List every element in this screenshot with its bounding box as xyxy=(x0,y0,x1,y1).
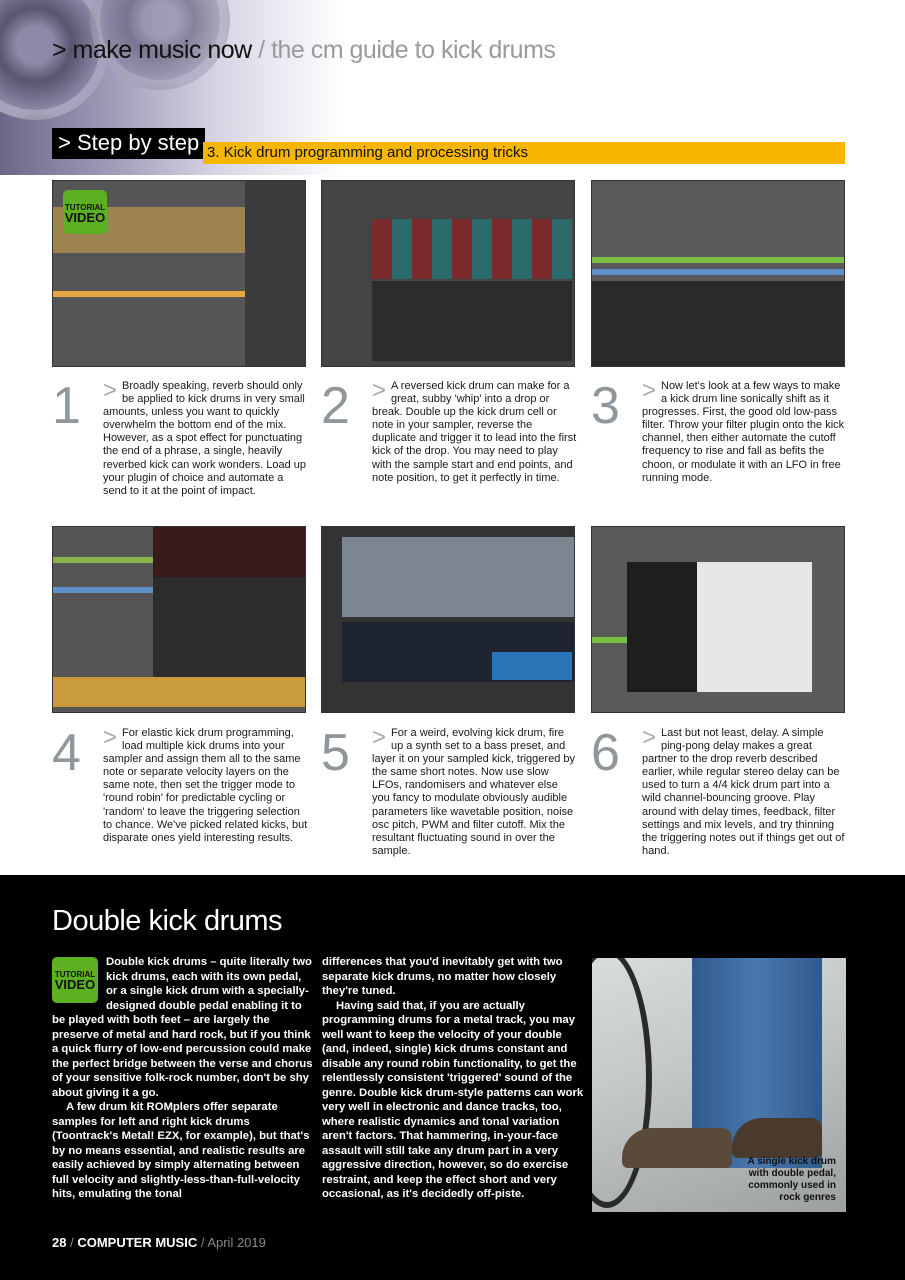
double-pedal-photo xyxy=(592,958,846,1212)
step-number: 3 xyxy=(591,377,620,435)
step-number: 1 xyxy=(52,377,81,435)
issue-date: April 2019 xyxy=(207,1235,266,1250)
screenshot-1 xyxy=(52,180,306,367)
chevron-icon: > xyxy=(642,377,657,404)
boxout-column-1 xyxy=(52,955,314,1202)
boxout-column-2 xyxy=(322,955,584,1202)
page-title xyxy=(52,36,555,65)
step-number: 2 xyxy=(321,377,350,435)
step-number: 5 xyxy=(321,724,350,782)
paragraph: Double kick drums – quite literally two kick drums, each with its own pedal, or a single kick drum with a specially-designed double pedal enabling it to be played with both feet – are largely the preserve of metal and hard rock, but if you think a quick flurry of low-end percussion could make the perfect bridge between the verse and chorus of your sensitive folk-rock number, don't be shy about giving it a go. xyxy=(52,956,313,1099)
step-number: 6 xyxy=(591,724,620,782)
photo-caption: A single kick drum with double pedal, commonly used in rock genres xyxy=(747,1156,836,1203)
section-name: > make music now xyxy=(52,36,252,64)
step-text: Last but not least, delay. A simple ping-pong delay makes a great partner to the drop reverb described earlier, while regular stereo delay can be used to turn a 4/4 kick drum part into a wild channel-bouncing groove. Play around with delay times, feedback, filter settings and mix levels, and try thinning the triggering notes out if things get out of hand. xyxy=(642,727,845,857)
step-text: For a weird, evolving kick drum, fire up a synth set to a bass preset, and layer it on your sampled kick, triggered by the same short notes. Now use slow LFOs, randomisers and whatever else you fancy to modulate obviously audible parameters like wavetable position, noise osc pitch, PWM and filter cutoff. Mix the resultant fluctuating sound in over the sample. xyxy=(372,727,575,857)
screenshot-5 xyxy=(321,526,575,713)
tutorial-video-badge[interactable]: TUTORIAL VIDEO xyxy=(52,957,98,1003)
boxout-title: Double kick drums xyxy=(52,905,283,937)
paragraph: A few drum kit ROMplers offer separate samples for left and right kick drums (Toontrack's Metal! EZX, for example), but that's by no means essential, and realistic results are easily achieved by simply alternating between full velocity and slightly-less-than-full-velocity hits, emulating the tonal xyxy=(52,1101,310,1200)
chevron-icon: > xyxy=(642,724,657,751)
separator: / xyxy=(251,36,272,64)
step-number: 4 xyxy=(52,724,81,782)
screenshot-6 xyxy=(591,526,845,713)
chevron-icon: > xyxy=(372,377,387,404)
tutorial-video-badge[interactable]: TUTORIAL VIDEO xyxy=(63,190,107,234)
screenshot-2 xyxy=(321,180,575,367)
step-text: For elastic kick drum programming, load multiple kick drums into your sampler and assign them all to the same note or separate velocity layers on the same note, then set the trigger mode to 'round robin' for predictable cycling or 'random' to leave the triggering selection to chance. We've picked related kicks, but disparate ones yield interesting results. xyxy=(103,727,308,844)
screenshot-3 xyxy=(591,180,845,367)
paragraph: Having said that, if you are actually programming drums for a metal track, you may well want to keep the velocity of your double (and, indeed, single) kick drums constant and disable any round robin functionality, to get the relentlessly consistent 'triggered' sound of the genre. Double kick drum-style patterns can work very well in electronic and dance tracks, too, where realistic dynamics and tonal variation aren't factors. That hammering, in-your-face assault will still take any drum part in a very aggressive direction, however, so do exercise restraint, and keep the effect short and very occasional, as it's decidedly off-piste. xyxy=(322,999,584,1200)
step-by-step-label: > Step by step xyxy=(52,128,205,159)
screenshot-4 xyxy=(52,526,306,713)
guide-name: the cm guide to kick drums xyxy=(271,36,556,64)
chevron-icon: > xyxy=(103,377,118,404)
paragraph: differences that you'd inevitably get with two separate kick drums, no matter how closely they're tuned. xyxy=(322,956,563,997)
chevron-icon: > xyxy=(372,724,387,751)
page-footer xyxy=(52,1235,266,1250)
separator: / xyxy=(66,1235,78,1250)
step-text: Broadly speaking, reverb should only be applied to kick drums in very small amounts, unless you want to quickly overwhelm the bottom end of the mix. However, as a spot effect for punctuating the end of a phrase, a single, heavily reverbed kick can work wonders. Load up your plugin of choice and automate a send to it at the point of impact. xyxy=(103,380,306,497)
step-text: Now let's look at a few ways to make a kick drum line sonically shift as it progresses. First, the good old low-pass filter. Throw your filter plugin onto the kick channel, then either automate the cutoff frequency to rise and fall as befits the choon, or modulate it with an LFO in free running mode. xyxy=(642,380,845,484)
page-number: 28 xyxy=(52,1235,67,1250)
step-subtitle: 3. Kick drum programming and processing tricks xyxy=(203,142,845,164)
magazine-name: COMPUTER MUSIC xyxy=(77,1235,198,1250)
separator: / xyxy=(197,1235,208,1250)
chevron-icon: > xyxy=(103,724,118,751)
step-text: A reversed kick drum can make for a great, subby 'whip' into a drop or break. Double up the kick drum cell or note in your sampler, reverse the duplicate and trigger it to lead into the first kick of the drop. You may need to play with the sample start and end points, and note position, to get it perfectly in time. xyxy=(372,380,577,484)
double-kick-boxout xyxy=(0,875,905,1280)
